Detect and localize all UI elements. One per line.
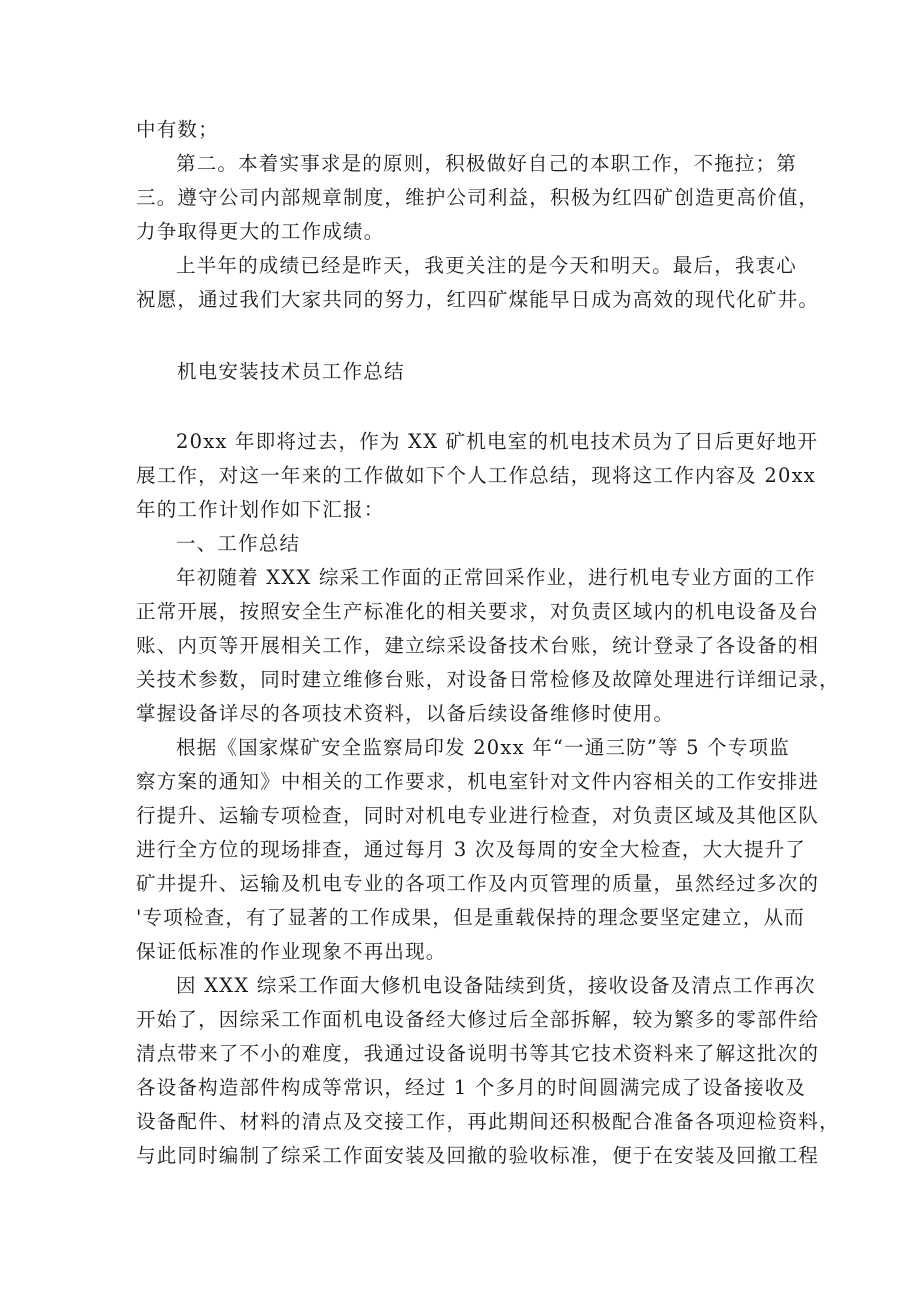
text-line: 展工作，对这一年来的工作做如下个人工作总结，现将这工作内容及 20xx xyxy=(136,464,817,487)
text-line: 年的工作计划作如下汇报： xyxy=(136,498,385,521)
text-line: 保证低标准的作业现象不再出现。 xyxy=(136,940,447,963)
text-line: 正常开展，按照安全生产标准化的相关要求，对负责区域内的机电设备及台 xyxy=(136,600,820,623)
text-line: 中有数； xyxy=(136,118,219,141)
text-line: 矿井提升、运输及机电专业的各项工作及内页管理的质量，虽然经过多次的 xyxy=(136,872,820,895)
text-line: 各设备构造部件构成等常识，经过 1 个多月的时间圆满完成了设备接收及 xyxy=(136,1076,807,1099)
text-line: 掌握设备详尽的各项技术资料，以备后续设备维修时使用。 xyxy=(136,702,675,725)
section-title: 机电安装技术员工作总结 xyxy=(177,360,405,383)
text-line: '专项检查，有了显著的工作成果，但是重载保持的理念要坚定建立，从而 xyxy=(136,906,805,929)
text-line: 力争取得更大的工作成绩。 xyxy=(136,220,385,243)
text-line: 根据《国家煤矿安全监察局印发 20xx 年“一通三防”等 5 个专项监 xyxy=(176,736,790,759)
paragraph-block-top xyxy=(136,113,820,317)
text-line: 三。遵守公司内部规章制度，维护公司利益，积极为红四矿创造更高价值， xyxy=(136,186,820,209)
subsection-heading: 一、工作总结 xyxy=(176,532,301,555)
text-line: 第二。本着实事求是的原则，积极做好自己的本职工作，不拖拉；第 xyxy=(176,152,798,175)
text-line: 因 XXX 综采工作面大修机电设备陆续到货，接收设备及清点工作再次 xyxy=(176,974,816,997)
text-line: 设备配件、材料的清点及交接工作，再此期间还积极配合准备各项迎检资料， xyxy=(136,1110,840,1133)
text-line: 行提升、运输专项检查，同时对机电专业进行检查，对负责区域及其他区队 xyxy=(136,804,820,827)
text-line: 开始了，因综采工作面机电设备经大修过后全部拆解，较为繁多的零部件给 xyxy=(136,1008,820,1031)
text-line: 账、内页等开展相关工作，建立综采设备技术台账，统计登录了各设备的相 xyxy=(136,634,820,657)
text-line: 上半年的成绩已经是昨天，我更关注的是今天和明天。最后，我衷心 xyxy=(176,254,798,277)
text-line: 清点带来了不小的难度，我通过设备说明书等其它技术资料来了解这批次的 xyxy=(136,1042,820,1065)
text-line: 察方案的通知》中相关的工作要求，机电室针对文件内容相关的工作安排进 xyxy=(136,770,820,793)
text-line: 年初随着 XXX 综采工作面的正常回采作业，进行机电专业方面的工作 xyxy=(176,566,816,589)
paragraph-block-main xyxy=(136,425,840,1173)
text-line: 关技术参数，同时建立维修台账，对设备日常检修及故障处理进行详细记录， xyxy=(136,668,840,691)
text-line: 进行全方位的现场排查，通过每月 3 次及每周的安全大检查，大大提升了 xyxy=(136,838,807,861)
text-line: 20xx 年即将过去，作为 XX 矿机电室的机电技术员为了日后更好地开 xyxy=(176,430,819,453)
text-line: 祝愿，通过我们大家共同的努力，红四矿煤能早日成为高效的现代化矿井。 xyxy=(136,288,820,311)
text-line: 与此同时编制了综采工作面安装及回撤的验收标准，便于在安装及回撤工程 xyxy=(136,1144,820,1167)
